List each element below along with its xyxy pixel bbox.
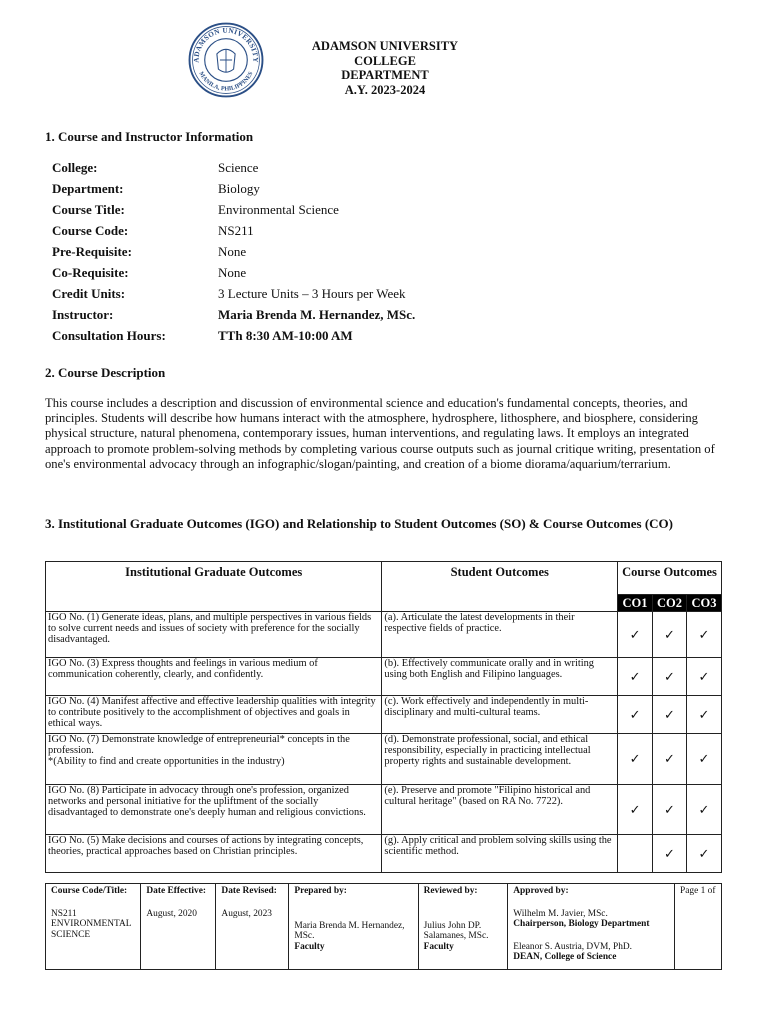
table-row (46, 734, 722, 785)
page-number: Page 1 of (680, 886, 716, 896)
table-row (46, 658, 722, 696)
info-value: Environmental Science (218, 201, 339, 217)
info-row-instructor (52, 305, 415, 326)
co2-check: ✓ (653, 835, 687, 873)
so-cell: (d). Demonstrate professional, social, and ethical responsibility, especially in practicing intellectual property rights and sustainable development. (382, 734, 618, 785)
footer-role: DEAN, College of Science (513, 952, 617, 962)
footer-label: Reviewed by: (423, 886, 478, 896)
footer-reviewed-by (418, 884, 508, 970)
footer-value: August, 2023 (221, 908, 272, 919)
co2-check: ✓ (653, 696, 687, 734)
footer-name: Maria Brenda M. Hernandez, MSc. (294, 920, 405, 941)
info-value: TTh 8:30 AM-10:00 AM (218, 328, 353, 344)
table-row (46, 612, 722, 658)
co2-header: CO2 (653, 595, 687, 612)
igo-cell: IGO No. (4) Manifest affective and effective leadership qualities with integrity to contribute positively to the accomplishment of objectives and goals in ethical ways. (46, 696, 382, 734)
university-name: ADAMSON UNIVERSITY (311, 39, 459, 53)
footer-label: Course Code/Title: (51, 886, 128, 896)
co1-check: ✓ (618, 734, 653, 785)
co1-check: ✓ (618, 696, 653, 734)
info-label: Credit Units: (52, 286, 126, 302)
footer-date-revised (216, 884, 289, 970)
footer-page-number (675, 884, 722, 970)
info-label: Course Code: (52, 222, 129, 238)
table-row (46, 785, 722, 835)
info-label: Pre-Requisite: (52, 243, 132, 259)
department-name: DEPARTMENT (341, 68, 429, 82)
table-row (46, 696, 722, 734)
document-footer-table (45, 883, 722, 970)
footer-course-code-title (46, 884, 141, 970)
info-row-course-code (52, 220, 415, 241)
info-value: Science (218, 159, 259, 175)
info-label: College: (52, 159, 98, 175)
info-label: Instructor: (52, 307, 114, 323)
co3-check: ✓ (686, 658, 721, 696)
co2-check: ✓ (653, 734, 687, 785)
so-cell: (c). Work effectively and independently in multi-disciplinary and multi-cultural teams. (382, 696, 618, 734)
so-cell: (b). Effectively communicate orally and in writing using both English and Filipino languages. (382, 658, 618, 696)
info-value: NS211 (218, 222, 254, 238)
co1-check (618, 835, 653, 873)
info-row-consultation-hours (52, 326, 415, 347)
info-row-department (52, 178, 415, 199)
college-name: COLLEGE (354, 53, 416, 68)
info-label: Consultation Hours: (52, 328, 166, 344)
academic-year: A.Y. 2023-2024 (344, 82, 426, 97)
info-value: Biology (218, 180, 260, 196)
info-row-college (52, 157, 415, 178)
co3-check: ✓ (686, 612, 721, 658)
igo-cell: IGO No. (3) Express thoughts and feelings in various medium of communication coherently, clearly, and confidently. (46, 658, 382, 696)
co1-check: ✓ (618, 785, 653, 835)
section-3-title: 3. Institutional Graduate Outcomes (IGO) and Relationship to Student Outcomes (SO) & Course Outcomes (CO) (45, 516, 673, 531)
info-row-co-requisite (52, 262, 415, 283)
footer-label: Prepared by: (294, 886, 347, 896)
info-value: Maria Brenda M. Hernandez, MSc. (218, 307, 416, 323)
footer-prepared-by (289, 884, 418, 970)
co1-check: ✓ (618, 612, 653, 658)
course-description: This course includes a description and discussion of environmental science and education's fundamental concepts, theories, and principles. Students will describe how humans interact with the atmosphere, hydrosphere, lithosphere, and biosphere, considering physical structure, natural phenomena, contemporary issues, human interventions, and regulating laws. It employs an integrated approach to promote problem-solving methods by completing various course outputs such as journal critique writing, presentation of one's environmental advocacy through an infographic/slogan/painting, and creation of a biome diorama/aquarium/terrarium. (45, 396, 715, 471)
footer-value: August, 2020 (146, 908, 197, 919)
footer-name: Wilhelm M. Javier, MSc. (513, 908, 608, 919)
igo-text: IGO No. (7) Demonstrate knowledge of entrepreneurial* concepts in the profession. (48, 734, 350, 757)
igo-header: Institutional Graduate Outcomes (46, 562, 382, 612)
igo-cell: IGO No. (1) Generate ideas, plans, and multiple perspectives in various fields to solve current needs and issues of society with preference for the socially disadvantaged. (46, 612, 382, 658)
co3-check: ✓ (686, 696, 721, 734)
footer-value: SCIENCE (51, 929, 91, 940)
footer-name: Eleanor S. Austria, DVM, PhD. (513, 941, 633, 952)
co3-check: ✓ (686, 734, 721, 785)
footer-approved-by (508, 884, 675, 970)
igo-cell: IGO No. (8) Participate in advocacy through one's profession, organized networks and personal initiative for the upliftment of the socially disadvantaged to demonstrate one's deeply human and religious convictions. (46, 785, 382, 835)
footer-label: Date Revised: (221, 886, 277, 896)
footer-date-effective (141, 884, 216, 970)
footer-role: Chairperson, Biology Department (513, 919, 650, 929)
co1-check: ✓ (618, 658, 653, 696)
info-label: Co-Requisite: (52, 265, 129, 281)
co2-check: ✓ (653, 658, 687, 696)
info-value: 3 Lecture Units – 3 Hours per Week (218, 286, 406, 302)
table-row (46, 835, 722, 873)
info-row-course-title (52, 199, 415, 220)
outcomes-table (45, 561, 722, 873)
co2-check: ✓ (653, 785, 687, 835)
university-seal-logo (188, 22, 264, 98)
co-header: Course Outcomes (618, 562, 722, 595)
co3-check: ✓ (686, 785, 721, 835)
svg-text:ADAMSON UNIVERSITY: ADAMSON UNIVERSITY (192, 26, 260, 63)
co3-header: CO3 (686, 595, 721, 612)
igo-cell (46, 734, 382, 785)
footer-role: Faculty (423, 941, 454, 952)
info-label: Department: (52, 180, 124, 196)
igo-cell: IGO No. (5) Make decisions and courses of actions by integrating concepts, theories, practical approaches based on Christian principles. (46, 835, 382, 873)
info-label: Course Title: (52, 201, 125, 217)
footer-value: NS211 (51, 908, 77, 919)
info-row-pre-requisite (52, 241, 415, 262)
footer-role: Faculty (294, 941, 325, 952)
so-cell: (g). Apply critical and problem solving skills using the scientific method. (382, 835, 618, 873)
so-header: Student Outcomes (382, 562, 618, 612)
co1-header: CO1 (618, 595, 653, 612)
info-value: None (218, 265, 247, 281)
document-header (270, 39, 500, 97)
info-row-credit-units (52, 284, 415, 305)
footer-name: Julius John DP. Salamanes, MSc. (423, 920, 489, 941)
so-cell: (a). Articulate the latest developments in their respective fields of practice. (382, 612, 618, 658)
so-cell: (e). Preserve and promote "Filipino historical and cultural heritage" (based on RA No. 7722). (382, 785, 618, 835)
igo-note: *(Ability to find and create opportunities in the industry) (48, 756, 285, 768)
section-1-title: 1. Course and Instructor Information (45, 129, 254, 144)
footer-value: ENVIRONMENTAL (51, 919, 132, 929)
co3-check: ✓ (686, 835, 721, 873)
course-info-list (52, 157, 415, 347)
info-value: None (218, 243, 247, 259)
section-2-title: 2. Course Description (45, 365, 166, 380)
footer-label: Date Effective: (146, 886, 206, 896)
footer-label: Approved by: (513, 886, 569, 896)
co2-check: ✓ (653, 612, 687, 658)
svg-text:MANILA, PHILIPPINES: MANILA, PHILIPPINES (197, 70, 255, 93)
